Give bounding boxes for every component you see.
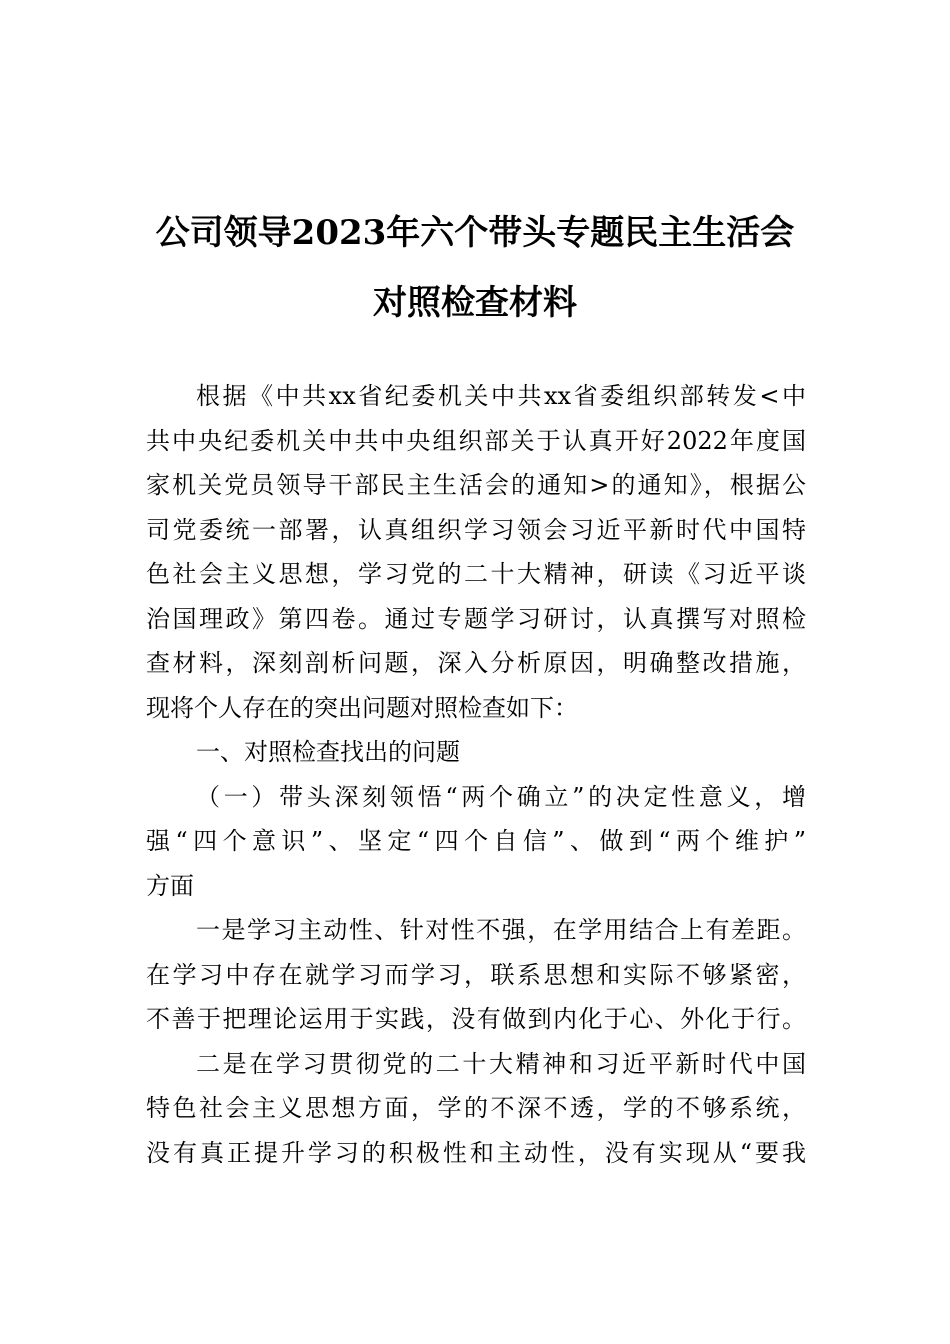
body-line: 一是学习主动性、针对性不强，在学用结合上有差距。 <box>196 916 806 944</box>
body-line: 司党委统一部署，认真组织学习领会习近平新时代中国特 <box>146 515 806 544</box>
body-line: 不善于把理论运用于实践，没有做到内化于心、外化于行。 <box>146 1005 806 1033</box>
body-line: 现将个人存在的突出问题对照检查如下： <box>146 693 578 722</box>
body-line: 在学习中存在就学习而学习，联系思想和实际不够紧密， <box>146 960 806 989</box>
subsection-heading: （一）带头深刻领悟“两个确立”的决定性意义，增 <box>196 782 806 811</box>
body-line: 治国理政》第四卷。通过专题学习研讨，认真撰写对照检 <box>146 604 806 633</box>
body-line: 共中央纪委机关中共中央组织部关于认真开好2022年度国 <box>146 426 806 455</box>
subsection-heading: 方面 <box>146 871 194 900</box>
document-body <box>146 374 806 1175</box>
document-title-line-2: 对照检查材料 <box>373 283 577 323</box>
body-line: 二是在学习贯彻党的二十大精神和习近平新时代中国 <box>196 1049 806 1078</box>
body-line: 家机关党员领导干部民主生活会的通知>的通知》，根据公 <box>146 471 806 499</box>
body-line: 查材料，深刻剖析问题，深入分析原因，明确整改措施， <box>146 649 806 677</box>
section-heading: 一、对照检查找出的问题 <box>196 738 460 766</box>
subsection-heading: 强“四个意识”、坚定“四个自信”、做到“两个维护” <box>146 827 806 855</box>
body-line: 色社会主义思想，学习党的二十大精神，研读《习近平谈 <box>146 560 806 588</box>
body-line: 没有真正提升学习的积极性和主动性，没有实现从“要我 <box>146 1138 806 1167</box>
body-line: 根据《中共xx省纪委机关中共xx省委组织部转发<中 <box>196 382 806 410</box>
body-line: 特色社会主义思想方面，学的不深不透，学的不够系统， <box>146 1094 806 1122</box>
document-title-line-1: 公司领导2023年六个带头专题民主生活会 <box>155 213 795 253</box>
